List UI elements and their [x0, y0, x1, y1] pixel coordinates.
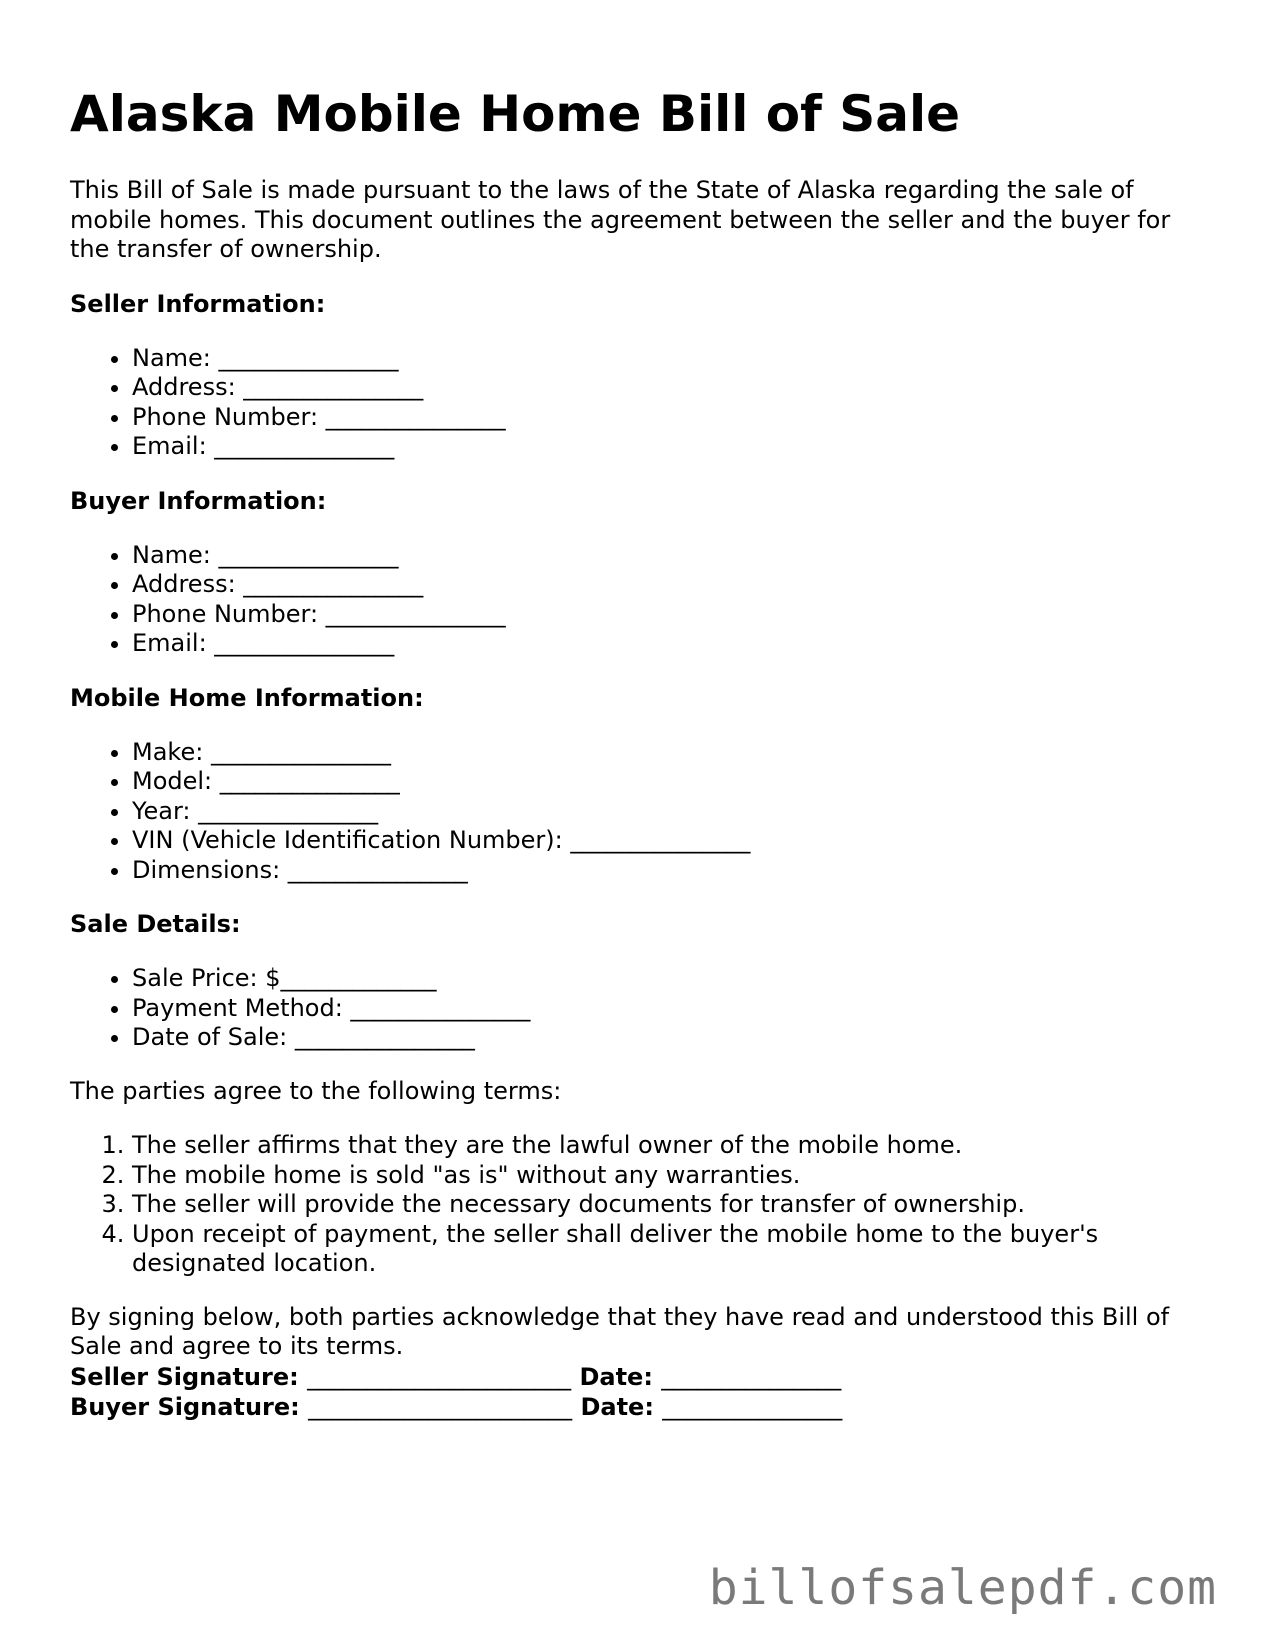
seller-date-blank: _______________ [661, 1362, 842, 1391]
buyer-list [70, 541, 1210, 659]
buyer-signature-blank: ______________________ [308, 1392, 573, 1421]
payment-method-field: • Payment Method: _______________ [132, 994, 1210, 1024]
seller-signature-line [70, 1362, 1210, 1392]
buyer-address-field: • Address: _______________ [132, 570, 1210, 600]
buyer-name-field: • Name: _______________ [132, 541, 1210, 571]
model-field: • Model: _______________ [132, 767, 1210, 797]
buyer-date-label: Date: [580, 1392, 654, 1421]
seller-email-field: • Email: _______________ [132, 432, 1210, 462]
make-field: • Make: _______________ [132, 738, 1210, 768]
sale-list [70, 964, 1210, 1053]
mobile-home-heading: Mobile Home Information: [70, 683, 424, 712]
term-item: 1. The seller affirms that they are the lawful owner of the mobile home. [132, 1131, 1210, 1161]
site-watermark: billofsalepdf.com [708, 1560, 1217, 1616]
terms-list [70, 1131, 1210, 1279]
dimensions-field: • Dimensions: _______________ [132, 856, 1210, 886]
date-of-sale-field: • Date of Sale: _______________ [132, 1023, 1210, 1053]
seller-heading: Seller Information: [70, 289, 326, 318]
seller-signature-label: Seller Signature: [70, 1362, 299, 1391]
seller-list [70, 344, 1210, 462]
seller-name-field: • Name: _______________ [132, 344, 1210, 374]
document-page [70, 84, 1210, 1422]
vin-field: • VIN (Vehicle Identification Number): _______________ [132, 826, 1210, 856]
buyer-signature-line [70, 1392, 1210, 1422]
seller-address-field: • Address: _______________ [132, 373, 1210, 403]
sale-heading: Sale Details: [70, 910, 241, 938]
buyer-email-field: • Email: _______________ [132, 629, 1210, 659]
term-item: 4. Upon receipt of payment, the seller shall deliver the mobile home to the buyer's designated location. [132, 1220, 1210, 1279]
buyer-signature-label: Buyer Signature: [70, 1392, 300, 1421]
mobile-home-list [70, 738, 1210, 886]
buyer-phone-field: • Phone Number: _______________ [132, 600, 1210, 630]
terms-intro: The parties agree to the following terms: [70, 1076, 562, 1105]
seller-phone-field: • Phone Number: _______________ [132, 403, 1210, 433]
document-title: Alaska Mobile Home Bill of Sale [70, 85, 961, 143]
acknowledgment-paragraph: By signing below, both parties acknowledge that they have read and understood this Bill of Sale and agree to its terms. [70, 1302, 1170, 1360]
year-field: • Year: _______________ [132, 797, 1210, 827]
seller-date-label: Date: [579, 1362, 653, 1391]
term-item: 2. The mobile home is sold "as is" without any warranties. [132, 1161, 1210, 1191]
sale-price-field: • Sale Price: $_____________ [132, 964, 1210, 994]
buyer-heading: Buyer Information: [70, 486, 327, 515]
term-item: 3. The seller will provide the necessary documents for transfer of ownership. [132, 1190, 1210, 1220]
seller-signature-blank: ______________________ [307, 1362, 572, 1391]
buyer-date-blank: _______________ [662, 1392, 843, 1421]
intro-paragraph: This Bill of Sale is made pursuant to the laws of the State of Alaska regarding the sale of mobile homes. This document outlines the agreement between the seller and the buyer for the transfer of ownership. [70, 176, 1171, 263]
